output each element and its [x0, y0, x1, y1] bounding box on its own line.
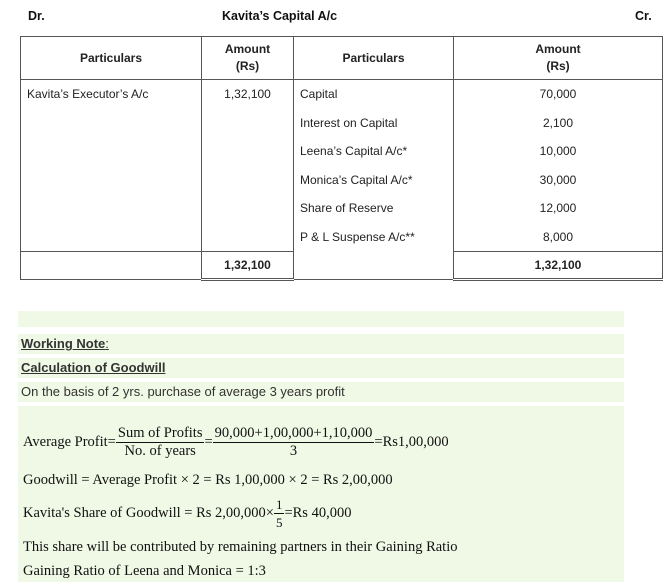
account-title: Kavita’s Capital A/c [222, 9, 338, 23]
list-item: 1,32,100 [224, 87, 271, 101]
goodwill-basis: On the basis of 2 yrs. purchase of average 3 years profit [21, 384, 345, 399]
highlight-band [18, 334, 624, 354]
working-note-heading: Working Note: [21, 336, 109, 351]
list-item: Kavita’s Executor’s A/c [27, 87, 149, 101]
kavita-share-formula: Kavita's Share of Goodwill = Rs 2,00,000× $\frac{1}{5}$ =Rs 40,000 [23, 497, 352, 530]
credit-particulars-header: Particulars [294, 37, 454, 80]
list-item: 12,000 [539, 201, 577, 215]
cr-label: Cr. [635, 9, 652, 23]
credit-total: 1,32,100 [454, 252, 663, 280]
capital-account-table [20, 36, 663, 281]
credit-amount-header: Amount (Rs) [454, 37, 663, 80]
dr-label: Dr. [28, 9, 45, 23]
list-item: Leena’s Capital A/c* [300, 144, 408, 158]
contribution-note: This share will be contributed by remaining partners in their Gaining Ratio [23, 539, 458, 555]
highlight-band [18, 311, 624, 327]
average-profit-formula: Average Profit= $\frac{\text{Sum of Profits}}{\text{No. of years}}$ = $\frac{90,000+1,00,000+1,10,000}{3}$ =Rs1,00,000 [23, 425, 449, 459]
working-note-subheading: Calculation of Goodwill [21, 360, 166, 375]
gaining-ratio: Gaining Ratio of Leena and Monica = 1:3 [23, 563, 266, 579]
debit-particulars-cell [21, 80, 202, 252]
goodwill-formula: Goodwill = Average Profit × 2 = Rs 1,00,000 × 2 = Rs 2,00,000 [23, 472, 393, 488]
list-item: Interest on Capital [300, 115, 398, 130]
list-item: 8,000 [542, 229, 574, 244]
table-body-row [21, 80, 663, 252]
list-item: 10,000 [539, 144, 577, 158]
table-header-row [21, 37, 663, 80]
list-item: Share of Reserve [300, 201, 394, 215]
list-item: 70,000 [539, 87, 577, 101]
debit-amount-header: Amount (Rs) [202, 37, 294, 80]
debit-total: 1,32,100 [202, 252, 294, 280]
list-item: Monica’s Capital A/c* [300, 172, 413, 187]
list-item: 30,000 [539, 172, 577, 187]
credit-amount-cell [454, 80, 663, 252]
list-item: 2,100 [542, 115, 574, 130]
debit-total-spacer [21, 252, 202, 280]
list-item: P & L Suspense A/c** [300, 229, 415, 244]
credit-particulars-cell [294, 80, 454, 280]
debit-amount-cell [202, 80, 294, 252]
list-item: Capital [300, 87, 338, 101]
debit-particulars-header: Particulars [21, 37, 202, 80]
